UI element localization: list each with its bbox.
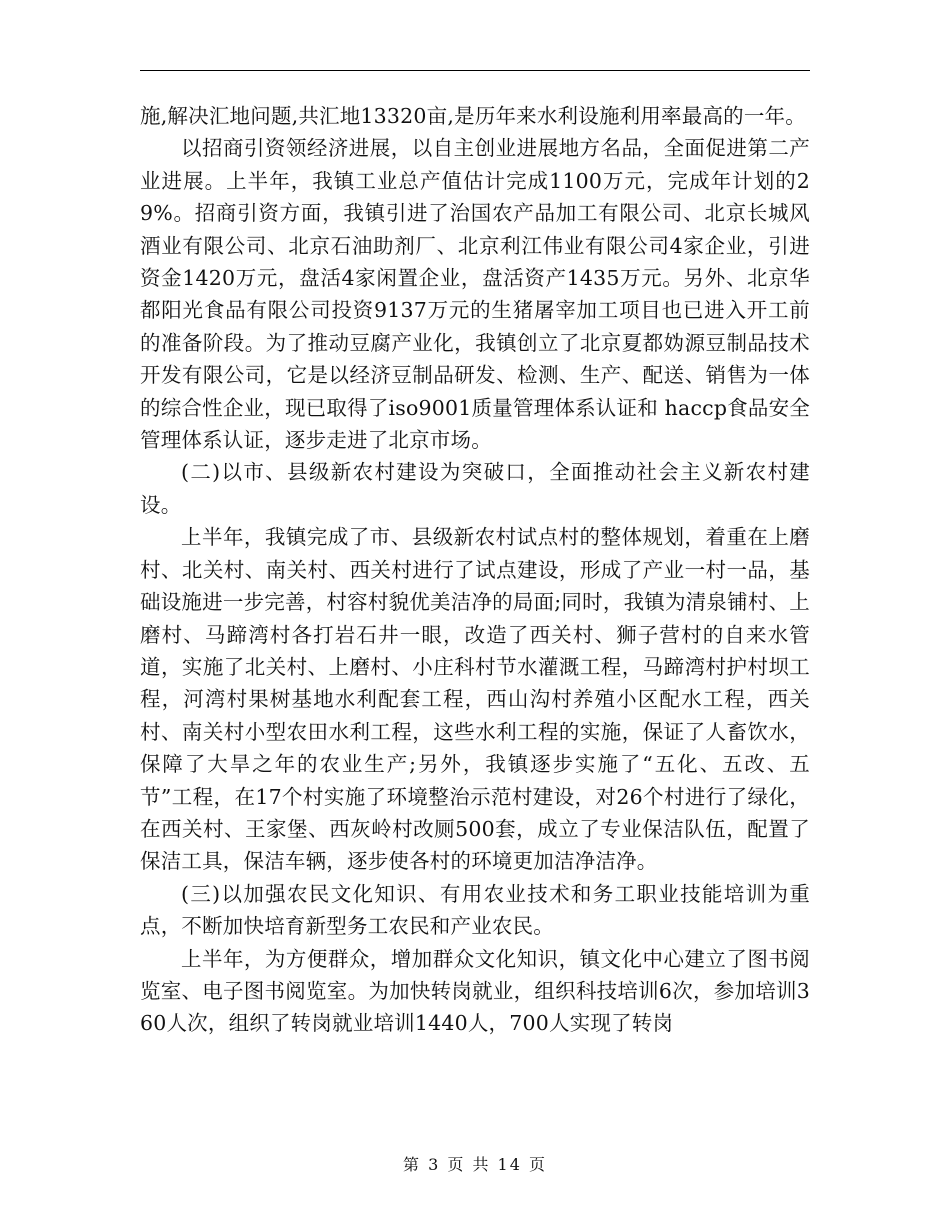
- paragraph-1: 施,解决汇地问题,共汇地13320亩,是历年来水利设施利用率最高的一年。: [140, 104, 806, 128]
- paragraph-6: 上半年，为方便群众，增加群众文化知识，镇文化中心建立了图书阅览室、电子图书阅览室。为加快转岗就业，组织科技培训6次，参加培训360人次，组织了转岗就业培训1440人，700人实现了转岗: [140, 946, 810, 1036]
- paragraph-5: (三)以加强农民文化知识、有用农业技术和务工职业技能培训为重点，不断加快培育新型务工农民和产业农民。: [140, 881, 810, 939]
- page-number: 第 3 页 共 14 页: [403, 1155, 547, 1174]
- document-body: [140, 100, 810, 1040]
- paragraph-2: 以招商引资领经济进展，以自主创业进展地方名品，全面促进第二产业进展。上半年，我镇工业总产值估计完成1100万元，完成年计划的29%。招商引资方面，我镇引进了治国农产品加工有限公司、北京长城风酒业有限公司、北京石油助剂厂、北京利江伟业有限公司4家企业，引进资金1420万元，盘活4家闲置企业，盘活资产1435万元。另外、北京华都阳光食品有限公司投资9137万元的生猪屠宰加工项目也已进入开工前的准备阶段。为了推动豆腐产业化，我镇创立了北京夏都妫源豆制品技术开发有限公司，它是以经济豆制品研发、检测、生产、配送、销售为一体的综合性企业，现已取得了iso9001质量管理体系认证和 haccp食品安全管理体系认证，逐步走进了北京市场。: [140, 136, 810, 453]
- header-rule: [140, 70, 810, 71]
- paragraph-4: 上半年，我镇完成了市、县级新农村试点村的整体规划，着重在上磨村、北关村、南关村、西关村进行了试点建设，形成了产业一村一品，基础设施进一步完善，村容村貌优美洁净的局面;同时，我镇为清泉铺村、上磨村、马蹄湾村各打岩石井一眼，改造了西关村、狮子营村的自来水管道，实施了北关村、上磨村、小庄科村节水灌溉工程，马蹄湾村护村坝工程，河湾村果树基地水利配套工程，西山沟村养殖小区配水工程，西关村、南关村小型农田水利工程，这些水利工程的实施，保证了人畜饮水，保障了大旱之年的农业生产;另外，我镇逐步实施了“五化、五改、五节”工程，在17个村实施了环境整治示范村建设，对26个村进行了绿化，在西关村、王家堡、西灰岭村改厕500套，成立了专业保洁队伍，配置了保洁工具，保洁车辆，逐步使各村的环境更加洁净洁净。: [140, 525, 810, 874]
- paragraph-3: (二)以市、县级新农村建设为突破口，全面推动社会主义新农村建设。: [140, 460, 810, 517]
